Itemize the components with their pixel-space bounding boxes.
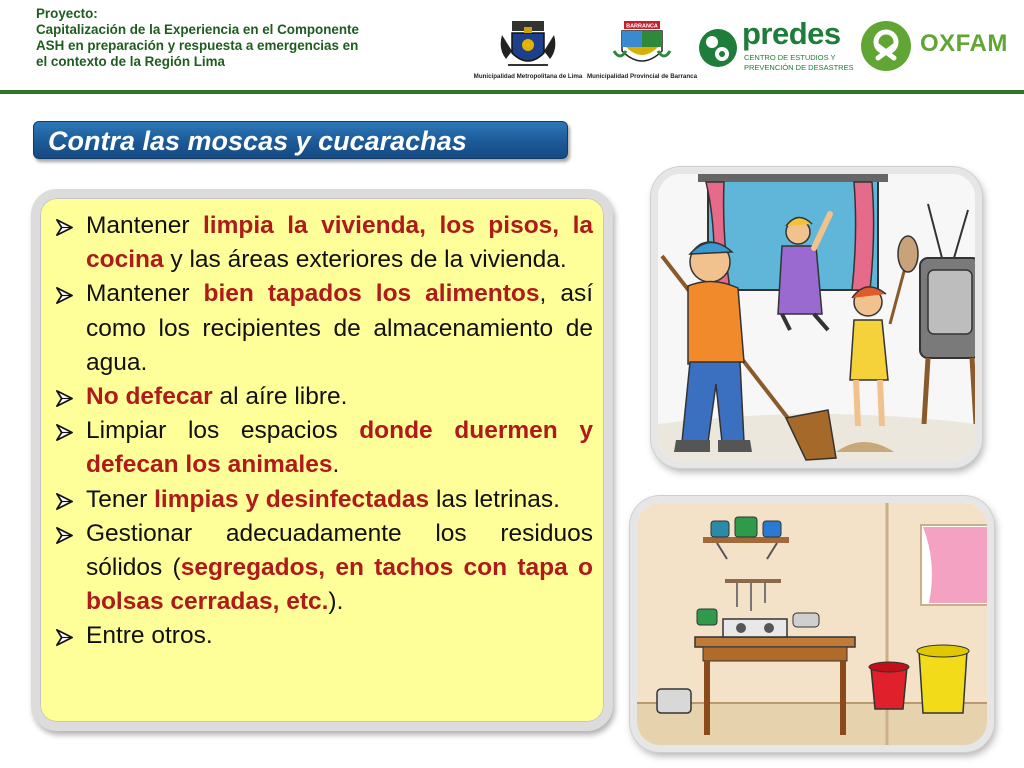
highlighted-text: bien tapados los alimentos — [203, 280, 540, 308]
bullet-text: Mantener — [86, 212, 203, 239]
bullet-item — [55, 517, 593, 620]
bullet-list — [55, 209, 593, 654]
oxfam-mark-icon — [860, 20, 912, 72]
oxfam-name: OXFAM — [920, 30, 1008, 57]
bullet-item — [55, 483, 593, 517]
bullet-item — [55, 209, 593, 277]
header-divider — [0, 90, 1024, 94]
highlighted-text: limpias y desinfectadas — [154, 485, 430, 513]
project-line: el contexto de la Región Lima — [36, 54, 225, 69]
arrow-bullet-icon — [55, 423, 74, 442]
bullet-text: Entre otros. — [86, 622, 213, 650]
predes-name: predes — [742, 16, 841, 51]
bullet-text: las letrinas. — [429, 485, 560, 513]
slide-title-bar — [33, 121, 568, 159]
clean-kitchen-image — [637, 503, 987, 745]
kitchen-illustration — [630, 496, 994, 752]
highlighted-text: No defecar — [86, 383, 213, 411]
barranca-banner-text: BARRANCA — [626, 23, 658, 30]
bullet-text: Gestionar adecuadamente los residuos sólidos ( — [86, 519, 593, 582]
arrow-bullet-icon — [55, 526, 74, 545]
family-cleaning-image — [658, 174, 975, 461]
slide-title: Contra las moscas y cucarachas — [48, 126, 467, 156]
lima-coat-of-arms-icon — [498, 21, 558, 73]
project-line: Proyecto: — [36, 6, 98, 21]
predes-mark-icon — [698, 26, 738, 72]
bullet-item — [55, 414, 593, 482]
bullet-text: Limpiar los espacios — [86, 417, 360, 445]
highlighted-text: segregados, en tachos con tapa o bolsas cerradas, etc. — [86, 554, 593, 616]
highlighted-text: limpia la vivienda, los pisos, la cocina — [86, 212, 593, 274]
arrow-bullet-icon — [55, 286, 74, 305]
cleaning-illustration — [651, 167, 982, 468]
oxfam-logo — [860, 20, 1010, 74]
bullet-item — [55, 380, 593, 414]
bullet-text: al aíre libre. — [212, 383, 348, 411]
bullet-text: Mantener — [86, 280, 204, 308]
arrow-bullet-icon — [55, 389, 74, 408]
arrow-bullet-icon — [55, 492, 74, 511]
project-line: Capitalización de la Experiencia en el Componente — [36, 22, 359, 37]
barranca-caption: Municipalidad Provincial de Barranca — [586, 73, 698, 80]
lima-logo — [472, 18, 584, 80]
project-line: ASH en preparación y respuesta a emergencias en — [36, 38, 359, 53]
barranca-shield-icon — [612, 21, 672, 73]
lima-caption: Municipalidad Metropolitana de Lima — [473, 73, 583, 80]
predes-tagline-2: PREVENCIÓN DE DESASTRES — [744, 63, 854, 72]
project-header-text — [36, 6, 456, 70]
bullet-text: , así como los recipientes de almacenamiento de agua. — [86, 280, 594, 376]
bullet-text: . — [332, 451, 340, 479]
bullet-text: ). — [328, 588, 344, 616]
bullet-text: Tener — [86, 485, 155, 513]
bullet-text: y las áreas exteriores de la vivienda. — [163, 246, 567, 274]
barranca-logo — [586, 18, 698, 80]
bullet-item — [55, 619, 593, 653]
arrow-bullet-icon — [55, 218, 74, 237]
bullet-item — [55, 277, 593, 380]
predes-logo — [698, 16, 854, 78]
highlighted-text: donde duermen y defecan los animales — [86, 417, 593, 479]
arrow-bullet-icon — [55, 628, 74, 647]
predes-tagline-1: CENTRO DE ESTUDIOS Y — [744, 53, 836, 62]
